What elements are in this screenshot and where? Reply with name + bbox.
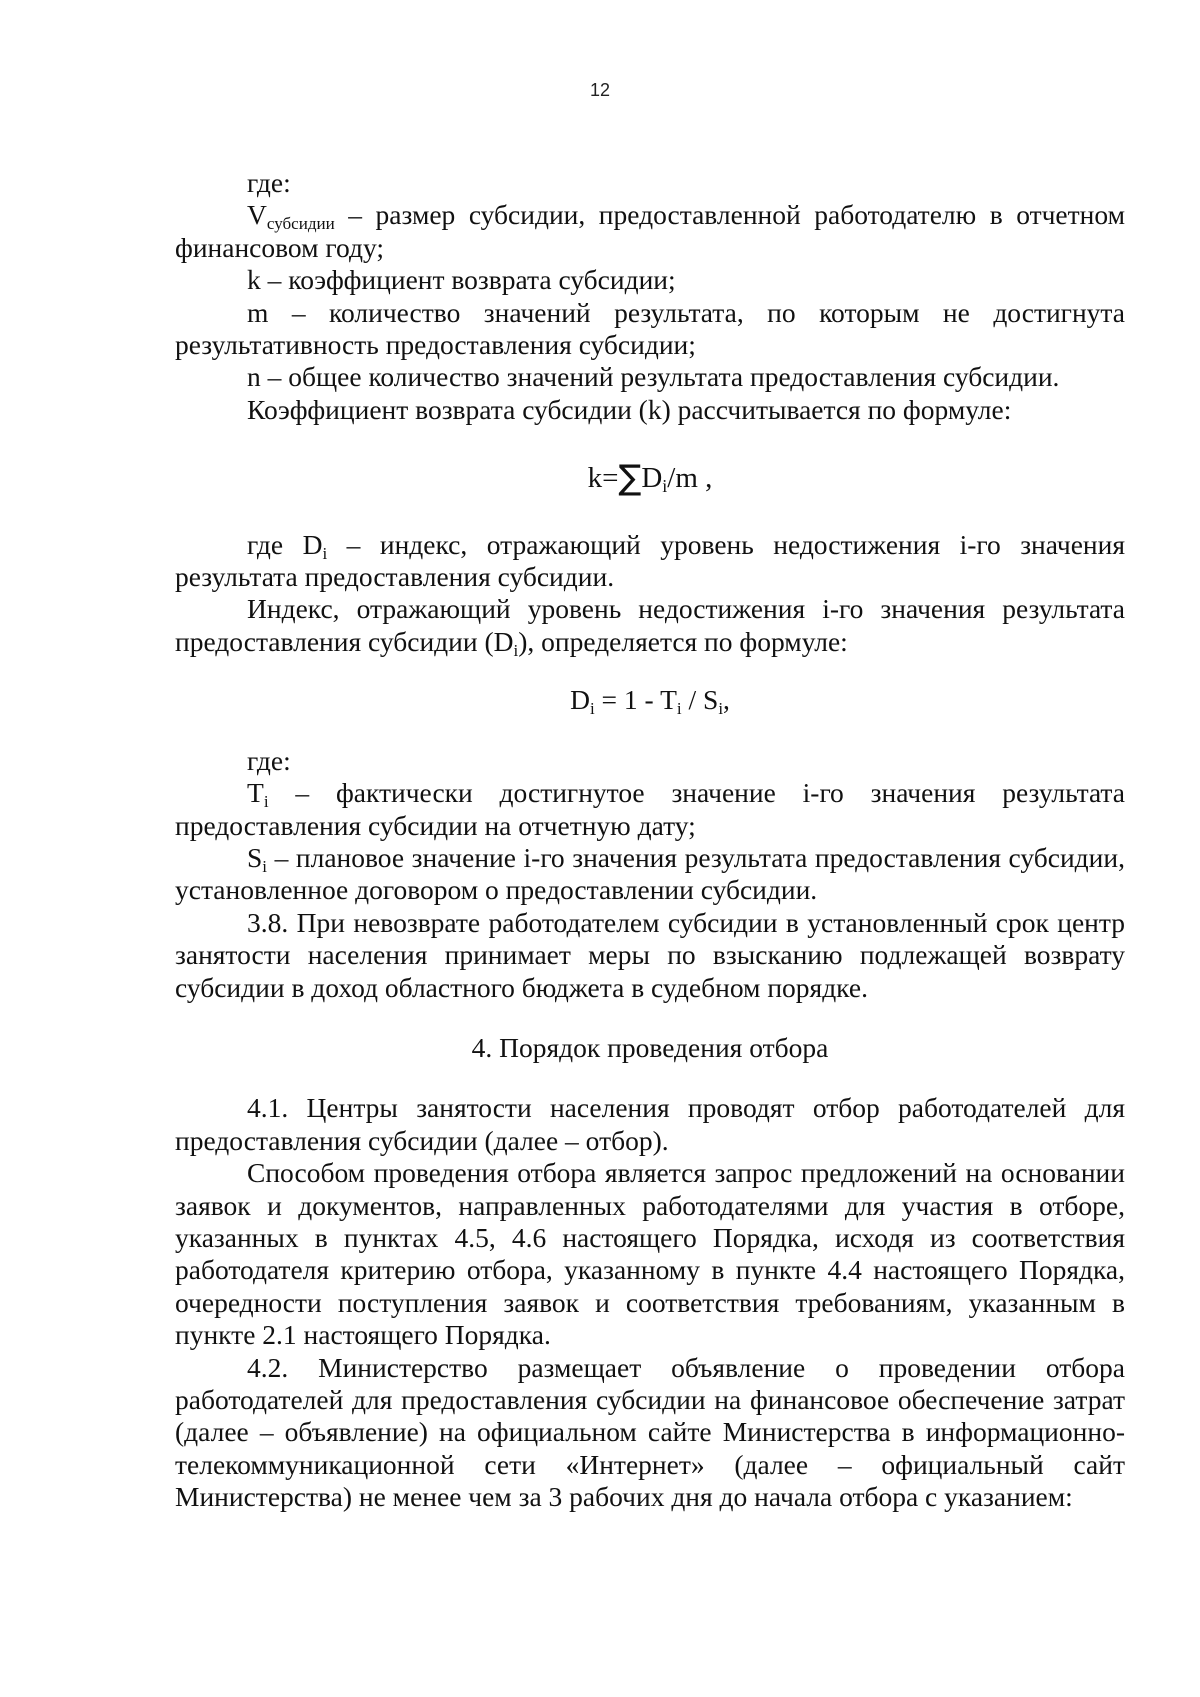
index-intro xyxy=(175,593,1125,658)
definition-d-sub: i xyxy=(322,543,328,563)
formula-d-d: D xyxy=(570,684,590,716)
where-label-2: где: xyxy=(247,744,291,776)
formula-k-d: D xyxy=(641,462,663,495)
formula-k xyxy=(175,458,1125,499)
formula-d-sub-s: i xyxy=(718,699,724,719)
definition-v xyxy=(175,199,1125,264)
definition-d-a: где D xyxy=(247,528,323,560)
index-intro-b: ), определяется по формуле: xyxy=(518,625,848,657)
paragraph-method: Способом проведения отбора является запрос предложений на основании заявок и документов, направленных работодателями для участия в отборе, указанных в пунктах 4.5, 4.6 настоящего Порядка, исходя из соответствия работодателя критерию отбора, указанному в пункте 4.4 настоящего Порядка, очередности поступления заявок и соответствия требованиям, указанным в пункте 2.1 настоящего Порядка. xyxy=(175,1157,1125,1351)
definition-n: n – общее количество значений результата предоставления субсидии. xyxy=(247,361,1060,393)
formula-k-lhs: k= xyxy=(587,462,619,495)
definition-d xyxy=(175,529,1125,594)
formula-k-tail: /m , xyxy=(667,462,713,495)
coefficient-intro: Коэффициент возврата субсидии (k) рассчитывается по формуле: xyxy=(247,393,1012,425)
formula-d-slash: / S xyxy=(681,684,719,716)
document-body xyxy=(175,167,1125,1514)
index-intro-sub: i xyxy=(513,640,519,660)
definition-k: k – коэффициент возврата субсидии; xyxy=(247,264,676,296)
definition-s xyxy=(175,842,1125,907)
formula-d-sub-d: i xyxy=(589,699,595,719)
paragraph-4-2: 4.2. Министерство размещает объявление о проведении отбора работодателей для предоставления субсидии на финансовое обеспечение затрат (далее – объявление) на официальном сайте Министерства в информационно-телекоммуникационной сети «Интернет» (далее – официальный сайт Министерства) не менее чем за 3 рабочих дня до начала отбора с указанием: xyxy=(175,1351,1125,1513)
formula-d-tail: , xyxy=(723,684,730,716)
definition-t xyxy=(175,777,1125,842)
paragraph-4-1: 4.1. Центры занятости населения проводят отбор работодателей для предоставления субсидии (далее – отбор). xyxy=(175,1092,1125,1156)
s-subscript: i xyxy=(262,856,268,876)
sigma-symbol: ∑ xyxy=(618,458,642,499)
formula-k-d-sub: i xyxy=(662,476,668,497)
s-definition: – плановое значение i-го значения результата предоставления субсидии, установленное договором о предоставлении субсидии. xyxy=(175,841,1125,906)
v-subscript: субсидии xyxy=(266,214,335,234)
formula-d-mid: = 1 - T xyxy=(594,684,677,716)
formula-d-sub-t: i xyxy=(676,699,682,719)
page-number: 12 xyxy=(589,80,611,100)
t-definition: – фактически достигнутое значение i-го значения результата предоставления субсидии на отчетную дату; xyxy=(175,777,1125,841)
definition-m: m – количество значений результата, по которым не достигнута результативность предоставления субсидии; xyxy=(175,296,1125,361)
v-definition: – размер субсидии, предоставленной работодателю в отчетном финансовом году; xyxy=(175,199,1125,263)
s-symbol: S xyxy=(247,841,263,873)
t-subscript: i xyxy=(263,791,269,811)
where-label-1: где: xyxy=(247,167,291,198)
paragraph-3-8: 3.8. При невозврате работодателем субсидии в установленный срок центр занятости населения принимает меры по взысканию подлежащей возврату субсидии в доход областного бюджета в судебном порядке. xyxy=(175,906,1125,1003)
v-symbol: V xyxy=(247,199,267,231)
section-heading: 4. Порядок проведения отбора xyxy=(471,1031,829,1063)
formula-d xyxy=(175,684,1125,719)
index-intro-a: Индекс, отражающий уровень недостижения i-го значения результата предоставления субсидии (D xyxy=(175,593,1125,657)
definition-d-b: – индекс, отражающий уровень недостижения i-го значения результата предоставления субсидии. xyxy=(175,528,1125,593)
t-symbol: T xyxy=(247,777,264,809)
